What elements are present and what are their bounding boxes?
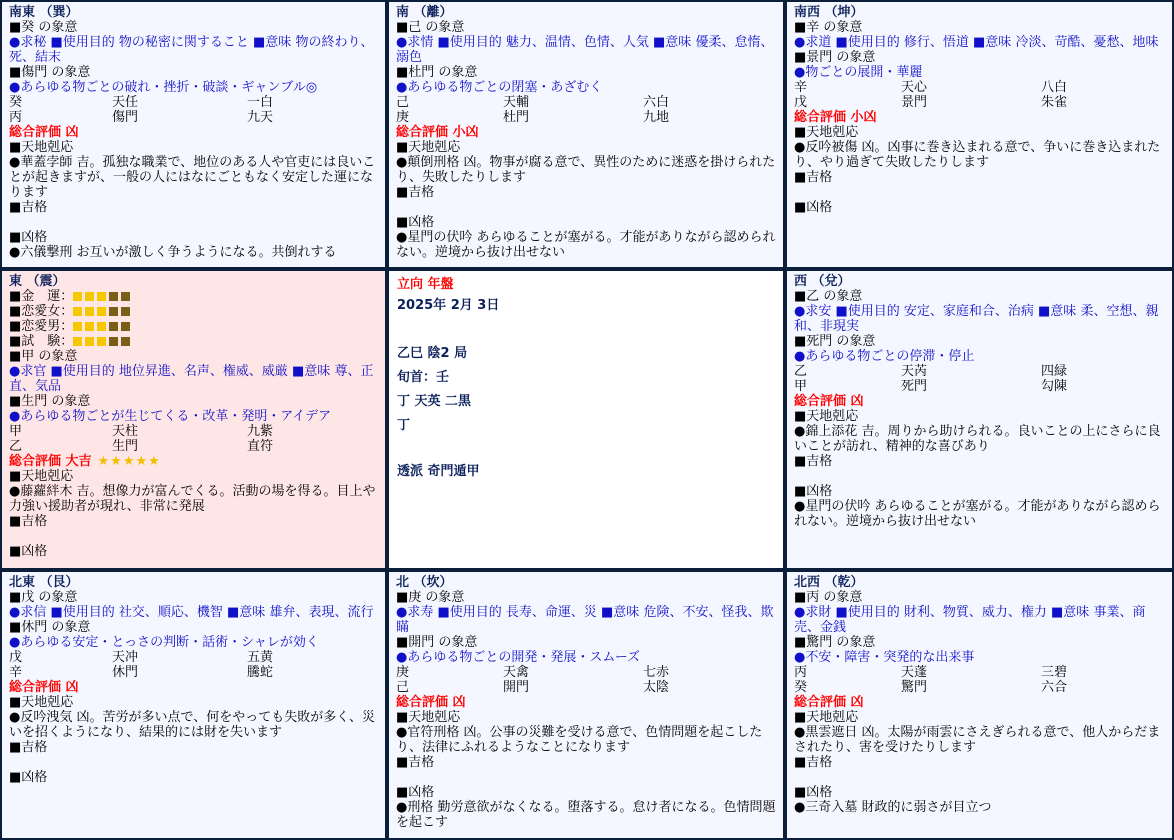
palace-title: 西 （兌） [794,274,851,289]
luck-square-empty [109,292,118,301]
info-cell: 天蓬 [901,665,928,680]
overall-rating: 総合評価 凶 [396,695,466,710]
luck-square-filled [97,307,106,316]
ju-number: 乙巳 陰2 局 [397,346,468,361]
luck-label: ■恋愛男： [9,319,74,334]
info-cell: 驚門 [901,680,928,695]
center-stem: 丁 [397,418,411,433]
gate-meaning: ●あらゆる物ごとの閉塞・あざむく [396,80,603,95]
tiandi-label: ■天地剋応 [9,469,74,484]
info-row [396,665,777,680]
tiandi-text: ●藤蘿絆木 吉。想像力が富んでくる。活動の場を得る。目上や力強い援助者が現れ、非常に発展 [9,484,376,514]
bad-pattern-label: ■凶格 [794,200,833,215]
info-row [794,379,1166,394]
luck-square-filled [73,322,82,331]
bad-pattern-label: ■凶格 [9,544,48,559]
luck-square-empty [109,307,118,316]
info-cell: 甲 [794,379,808,394]
luck-label: ■恋愛女： [9,304,74,319]
gate-symbol-label: ■生門 の象意 [9,394,91,409]
stem-meaning: ●求秘 ■使用目的 物の秘密に関すること ■意味 物の終わり、死、結末 [9,35,374,65]
info-row [396,110,777,125]
tiandi-label: ■天地剋応 [794,409,859,424]
palace-title: 南西 （坤） [794,5,864,20]
good-pattern-label: ■吉格 [794,454,833,469]
luck-row-money [9,289,379,304]
gate-symbol-label: ■死門 の象意 [794,334,876,349]
luck-square-empty [121,322,130,331]
info-cell: 景門 [901,95,928,110]
info-cell: 四緑 [1041,364,1068,379]
luck-label: ■試 験： [9,334,74,349]
overall-rating: 総合評価 凶 [794,394,864,409]
tiandi-text: ●反吟被傷 凶。凶事に巻き込まれる意で、争いに巻き込まれたり、やり過ぎて失敗したりします [794,140,1161,170]
luck-square-filled [73,307,82,316]
gate-symbol-label: ■景門 の象意 [794,50,876,65]
info-cell: 癸 [9,95,23,110]
info-cell: 勾陳 [1041,379,1068,394]
overall-rating: 総合評価 凶 [9,125,79,140]
stem-symbol-label: ■丙 の象意 [794,590,863,605]
info-row [794,95,1166,110]
tiandi-text: ●反吟洩気 凶。苦労が多い点で、何をやっても失敗が多く、災いを招くようになり、結果的には財を失います [9,710,375,740]
palace-title: 東 （震） [9,274,66,289]
luck-row-love-male [9,319,379,334]
info-cell: 丙 [9,110,23,125]
tiandi-label: ■天地剋応 [9,140,74,155]
good-pattern-text [9,755,379,770]
info-cell: 天冲 [112,650,139,665]
luck-row-exam [9,334,379,349]
palace-title: 北東 （艮） [9,575,79,590]
gate-symbol-label: ■驚門 の象意 [794,635,876,650]
stem-symbol-label: ■庚 の象意 [396,590,465,605]
luck-square-empty [109,322,118,331]
luck-square-filled [97,322,106,331]
overall-rating: 総合評価 小凶 [794,110,877,125]
luck-square-filled [97,337,106,346]
tiandi-text: ●官符刑格 凶。公事の災難を受ける意で、色情問題を起こしたり、法律にふれるようなことになります [396,725,763,755]
stem-meaning: ●求財 ■使用目的 財利、物質、威力、権力 ■意味 事業、商売、金銭 [794,605,1146,635]
info-cell: 一白 [247,95,274,110]
tiandi-label: ■天地剋応 [794,125,859,140]
tiandi-label: ■天地剋応 [794,710,859,725]
good-pattern-label: ■吉格 [9,740,48,755]
palace-title: 南東 （巽） [9,5,79,20]
info-cell: 朱雀 [1041,95,1068,110]
palace-west [785,269,1174,570]
chart-date: 2025年 2月 3日 [397,298,500,313]
good-pattern-text [794,770,1166,785]
bad-pattern-label: ■凶格 [9,770,48,785]
palace-north [387,570,785,840]
luck-square-filled [85,337,94,346]
info-cell: 九天 [247,110,274,125]
overall-rating: 総合評価 凶 [794,695,864,710]
good-pattern-label: ■吉格 [396,755,435,770]
info-row [9,110,379,125]
luck-row-love-female [9,304,379,319]
stem-meaning: ●求信 ■使用目的 社交、順応、機智 ■意味 雄弁、表現、流行 [9,605,374,620]
good-pattern-label: ■吉格 [396,185,435,200]
rating-stars: ★★★★★ [97,454,161,469]
stem-meaning: ●求道 ■使用目的 修行、悟道 ■意味 冷淡、苛酷、憂愁、地味 [794,35,1159,50]
info-cell: 九地 [643,110,670,125]
info-row [794,680,1166,695]
stem-symbol-label: ■己 の象意 [396,20,465,35]
chart-mode-label: 立向 年盤 [397,277,454,292]
bad-pattern-label: ■凶格 [794,785,833,800]
gate-meaning: ●物ごとの展開・華麗 [794,65,923,80]
info-cell: 乙 [9,439,23,454]
good-pattern-label: ■吉格 [9,200,48,215]
good-pattern-label: ■吉格 [794,170,833,185]
luck-square-empty [121,292,130,301]
palace-center [387,269,785,570]
bad-pattern-label: ■凶格 [9,230,48,245]
info-cell: 直符 [247,439,274,454]
info-cell: 開門 [503,680,530,695]
info-cell: 傷門 [112,110,139,125]
good-pattern-label: ■吉格 [9,514,48,529]
info-row [9,424,379,439]
xunshou: 旬首：壬 [397,370,450,385]
palace-southeast [0,0,387,269]
bad-pattern-text: ●星門の伏吟 あらゆることが塞がる。才能がありながら認められない。逆境から抜け出せない [794,499,1161,529]
tiandi-text: ●黒雲遮日 凶。太陽が雨雲にさえぎられる意で、他人からだまされたり、害を受けたりします [794,725,1161,755]
stem-symbol-label: ■辛 の象意 [794,20,863,35]
stem-symbol-label: ■乙 の象意 [794,289,863,304]
luck-label: ■金 運： [9,289,74,304]
luck-square-empty [109,337,118,346]
bad-pattern-text: ●三奇入墓 財政的に弱さが目立つ [794,800,992,815]
info-row [9,665,379,680]
gate-meaning: ●不安・障害・突発的な出来事 [794,650,975,665]
info-cell: 休門 [112,665,139,680]
info-row [396,95,777,110]
info-cell: 甲 [9,424,23,439]
gate-symbol-label: ■傷門 の象意 [9,65,91,80]
info-row [9,650,379,665]
gate-meaning: ●あらゆる物ごとの破れ・挫折・破談・ギャンブル◎ [9,80,318,95]
palace-south [387,0,785,269]
info-cell: 天禽 [503,665,530,680]
info-cell: 己 [396,680,410,695]
luck-square-empty [121,337,130,346]
good-pattern-text [794,469,1166,484]
info-cell: 五黄 [247,650,274,665]
luck-meter [73,304,133,319]
luck-square-filled [85,322,94,331]
info-row [794,665,1166,680]
good-pattern-text [396,200,777,215]
tiandi-label: ■天地剋応 [396,140,461,155]
tiandi-text: ●顛倒刑格 凶。物事が腐る意で、異性のために迷惑を掛けられたり、失敗したりします [396,155,776,185]
center-star-line: 丁 天英 二黒 [397,394,472,409]
info-cell: 天柱 [112,424,139,439]
info-cell: 八白 [1041,80,1068,95]
luck-meter [73,319,133,334]
luck-square-filled [73,292,82,301]
palace-east [0,269,387,570]
info-cell: 天任 [112,95,139,110]
info-cell: 丙 [794,665,808,680]
gate-meaning: ●あらゆる安定・とっさの判断・話術・シャレが効く [9,635,319,650]
info-cell: 戊 [794,95,808,110]
info-cell: 六合 [1041,680,1068,695]
info-row [794,364,1166,379]
bad-pattern-label: ■凶格 [794,484,833,499]
tiandi-label: ■天地剋応 [396,710,461,725]
palace-title: 南 （離） [396,5,453,20]
info-row [9,95,379,110]
overall-rating: 総合評価 凶 [9,680,79,695]
gate-symbol-label: ■休門 の象意 [9,620,91,635]
stem-meaning: ●求安 ■使用目的 安定、家庭和合、治病 ■意味 柔、空想、親和、非現実 [794,304,1159,334]
tiandi-label: ■天地剋応 [9,695,74,710]
good-pattern-text [9,529,379,544]
bad-pattern-text: ●六儀撃刑 お互いが激しく争うようになる。共倒れする [9,245,337,260]
luck-square-filled [97,292,106,301]
info-cell: 天芮 [901,364,928,379]
info-row [9,439,379,454]
gate-meaning: ●あらゆる物ごとが生じてくる・改革・発明・アイデア [9,409,332,424]
stem-meaning: ●求情 ■使用目的 魅力、温情、色情、人気 ■意味 優柔、怠惰、溺色 [396,35,774,65]
good-pattern-text [396,770,777,785]
info-cell: 戊 [9,650,23,665]
good-pattern-text [9,215,379,230]
stem-symbol-label: ■癸 の象意 [9,20,78,35]
school-label: 透派 奇門遁甲 [397,464,480,479]
gate-symbol-label: ■杜門 の象意 [396,65,478,80]
luck-square-filled [85,292,94,301]
info-cell: 庚 [396,110,410,125]
overall-rating: 総合評価 小凶 [396,125,479,140]
stem-symbol-label: ■戊 の象意 [9,590,78,605]
info-cell: 騰蛇 [247,665,274,680]
tiandi-text: ●華蓋孛師 吉。孤独な職業で、地位のある人や官吏には良いことが起きますが、一般の人にはなにごともなく安定した運になります [9,155,376,200]
palace-northwest [785,570,1174,840]
luck-square-filled [73,337,82,346]
overall-rating: 総合評価 大吉 [9,454,92,469]
info-cell: 太陰 [643,680,670,695]
info-cell: 六白 [643,95,670,110]
luck-square-empty [121,307,130,316]
palace-northeast [0,570,387,840]
info-cell: 庚 [396,665,410,680]
palace-title: 北 （坎） [396,575,453,590]
gate-meaning: ●あらゆる物ごとの開発・発展・スムーズ [396,650,641,665]
info-row [794,80,1166,95]
luck-meter [73,289,133,304]
gate-symbol-label: ■開門 の象意 [396,635,478,650]
gate-meaning: ●あらゆる物ごとの停滞・停止 [794,349,975,364]
bad-pattern-text: ●星門の伏吟 あらゆることが塞がる。才能がありながら認められない。逆境から抜け出せない [396,230,776,260]
palace-title: 北西 （乾） [794,575,864,590]
luck-square-filled [85,307,94,316]
info-cell: 死門 [901,379,928,394]
info-cell: 天心 [901,80,928,95]
info-cell: 辛 [9,665,23,680]
info-cell: 杜門 [503,110,530,125]
info-cell: 乙 [794,364,808,379]
good-pattern-label: ■吉格 [794,755,833,770]
stem-meaning: ●求寿 ■使用目的 長寿、命運、災 ■意味 危険、不安、怪我、欺瞞 [396,605,774,635]
bad-pattern-text: ●刑格 勤労意欲がなくなる。堕落する。怠け者になる。色情問題を起こす [396,800,776,830]
info-cell: 生門 [112,439,139,454]
bad-pattern-label: ■凶格 [396,785,435,800]
info-row [396,680,777,695]
info-cell: 九紫 [247,424,274,439]
info-cell: 己 [396,95,410,110]
tiandi-text: ●錦上添花 吉。周りから助けられる。良いことの上にさらに良いことが訪れ、精神的な喜びあり [794,424,1161,454]
palace-southwest [785,0,1174,269]
info-cell: 辛 [794,80,808,95]
luck-meter [73,334,133,349]
info-cell: 三碧 [1041,665,1068,680]
stem-meaning: ●求官 ■使用目的 地位昇進、名声、権威、威厳 ■意味 尊、正直、気品 [9,364,374,394]
stem-symbol-label: ■甲 の象意 [9,349,78,364]
overall-rating-row [9,454,379,469]
info-cell: 七赤 [643,665,670,680]
good-pattern-text [794,185,1166,200]
info-cell: 癸 [794,680,808,695]
info-cell: 天輔 [503,95,530,110]
bad-pattern-label: ■凶格 [396,215,435,230]
